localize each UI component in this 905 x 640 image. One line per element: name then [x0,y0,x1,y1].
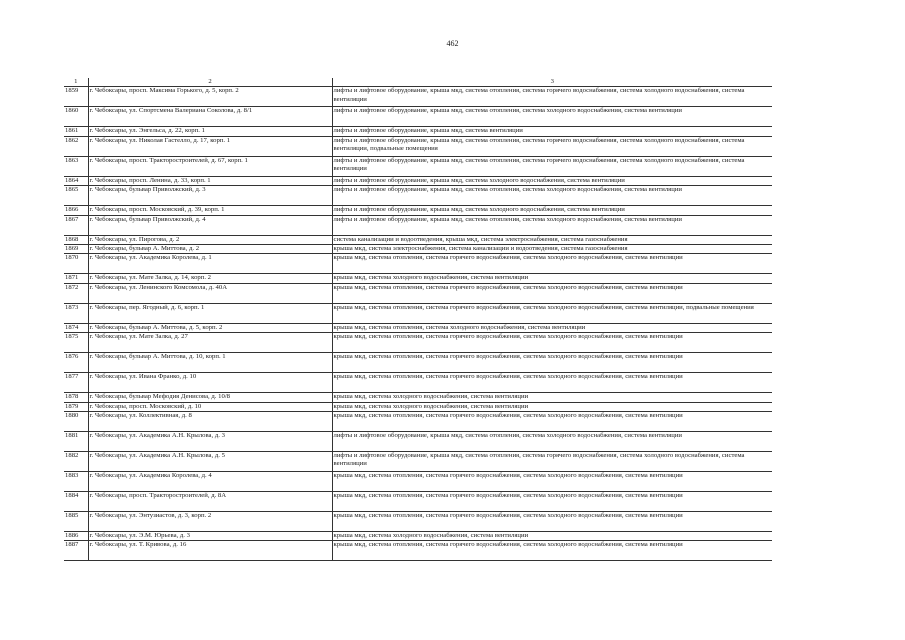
row-works: крыша мкд, система электроснабжения, система канализации и водоотведения, система газоснабжения [332,245,772,254]
row-number: 1886 [64,532,88,541]
row-address: г. Чебоксары, ул. Академика А.Н. Крылова, д. 5 [88,452,332,472]
table-header-row [64,78,772,87]
row-works: крыша мкд, система отопления, система горячего водоснабжения, система холодного водоснабжения, система вентиляции [332,353,772,373]
row-number: 1869 [64,245,88,254]
row-address: г. Чебоксары, ул. Академика А.Н. Крылова, д. 3 [88,432,332,452]
row-address: г. Чебоксары, ул. Мате Залка, д. 27 [88,333,332,353]
row-number: 1868 [64,235,88,244]
row-works: крыша мкд, система холодного водоснабжения, система вентиляции [332,532,772,541]
table-row [64,432,772,452]
row-works: лифты и лифтовое оборудование, крыша мкд, система отопления, система холодного водоснабжения, система вентиляции [332,107,772,127]
row-address: г. Чебоксары, просп. Ленина, д. 33, корп. 1 [88,176,332,185]
row-number: 1885 [64,512,88,532]
row-works: лифты и лифтовое оборудование, крыша мкд, система отопления, система холодного водоснабжения, система вентиляции [332,215,772,235]
row-address: г. Чебоксары, бульвар Мефодия Денисова, д. 10/8 [88,393,332,402]
row-works: лифты и лифтовое оборудование, крыша мкд, система отопления, система горячего водоснабжения, система холодного водоснабжения, система вентиляции [332,156,772,176]
row-number: 1873 [64,303,88,323]
table-row [64,541,772,561]
row-address: г. Чебоксары, ул. Коллективная, д. 8 [88,412,332,432]
table-row [64,532,772,541]
table-row [64,412,772,432]
table-row [64,402,772,411]
table-row [64,274,772,283]
table-row [64,87,772,107]
row-works: крыша мкд, система отопления, система холодного водоснабжения, система вентиляции [332,323,772,332]
row-address: г. Чебоксары, просп. Тракторостроителей, д. 8А [88,492,332,512]
row-works: система канализации и водоотведения, крыша мкд, система электроснабжения, система газоснабжения [332,235,772,244]
row-works: крыша мкд, система отопления, система горячего водоснабжения, система холодного водоснабжения, система вентиляции [332,512,772,532]
table-row [64,323,772,332]
row-address: г. Чебоксары, ул. Ивана Франко, д. 10 [88,373,332,393]
row-address: г. Чебоксары, ул. Э.М. Юрьева, д. 3 [88,532,332,541]
table-row [64,235,772,244]
row-address: г. Чебоксары, просп. Максима Горького, д. 5, корп. 2 [88,87,332,107]
row-number: 1867 [64,215,88,235]
row-address: г. Чебоксары, ул. Николая Гастелло, д. 17, корп. 1 [88,136,332,156]
row-number: 1884 [64,492,88,512]
row-works: крыша мкд, система холодного водоснабжения, система вентиляции [332,274,772,283]
row-number: 1864 [64,176,88,185]
table-row [64,156,772,176]
row-address: г. Чебоксары, бульвар Приволжский, д. 4 [88,215,332,235]
row-works: крыша мкд, система отопления, система горячего водоснабжения, система холодного водоснабжения, система вентиляции [332,283,772,303]
row-number: 1872 [64,283,88,303]
table-row [64,254,772,274]
row-works: лифты и лифтовое оборудование, крыша мкд, система отопления, система горячего водоснабжения, система холодного водоснабжения, система вентиляции [332,87,772,107]
page-number: 462 [446,39,459,48]
row-works: крыша мкд, система отопления, система горячего водоснабжения, система холодного водоснабжения, система вентиляции [332,412,772,432]
row-works: крыша мкд, система отопления, система горячего водоснабжения, система холодного водоснабжения, система вентиляции [332,472,772,492]
row-works: крыша мкд, система отопления, система горячего водоснабжения, система холодного водоснабжения, система вентиляции, подвальные помещения [332,303,772,323]
table-row [64,176,772,185]
table-row [64,283,772,303]
row-works: лифты и лифтовое оборудование, крыша мкд, система отопления, система горячего водоснабжения, система холодного водоснабжения, система вентиляции, подвальные помещения [332,136,772,156]
row-works: лифты и лифтовое оборудование, крыша мкд, система отопления, система холодного водоснабжения, система вентиляции [332,432,772,452]
row-address: г. Чебоксары, пер. Ягодный, д. 6, корп. 1 [88,303,332,323]
row-works: крыша мкд, система холодного водоснабжения, система вентиляции [332,402,772,411]
row-number: 1871 [64,274,88,283]
table-row [64,333,772,353]
table-row [64,452,772,472]
row-address: г. Чебоксары, просп. Московский, д. 39, корп. 1 [88,206,332,215]
table-row [64,107,772,127]
row-number: 1865 [64,186,88,206]
register-table-body [64,78,772,561]
table-row [64,127,772,136]
row-works: лифты и лифтовое оборудование, крыша мкд, система отопления, система холодного водоснабжения, система вентиляции [332,186,772,206]
table-row [64,245,772,254]
table-row [64,136,772,156]
row-number: 1881 [64,432,88,452]
row-number: 1859 [64,87,88,107]
row-number: 1875 [64,333,88,353]
row-address: г. Чебоксары, ул. Энгельса, д. 22, корп. 1 [88,127,332,136]
row-works: крыша мкд, система холодного водоснабжения, система вентиляции [332,393,772,402]
row-number: 1870 [64,254,88,274]
row-works: лифты и лифтовое оборудование, крыша мкд, система холодного водоснабжения, система вентиляции [332,176,772,185]
row-number: 1861 [64,127,88,136]
row-number: 1877 [64,373,88,393]
row-works: крыша мкд, система отопления, система горячего водоснабжения, система холодного водоснабжения, система вентиляции [332,492,772,512]
row-address: г. Чебоксары, ул. Мате Залка, д. 14, корп. 2 [88,274,332,283]
register-table [64,78,772,561]
table-row [64,303,772,323]
row-number: 1882 [64,452,88,472]
column-header-works: 3 [332,78,772,87]
table-row [64,206,772,215]
row-number: 1866 [64,206,88,215]
table-row [64,512,772,532]
row-address: г. Чебоксары, ул. Ленинского Комсомола, д. 40А [88,283,332,303]
row-address: г. Чебоксары, бульвар Приволжский, д. 3 [88,186,332,206]
row-number: 1887 [64,541,88,561]
table-row [64,215,772,235]
row-address: г. Чебоксары, бульвар А. Миттова, д. 5, корп. 2 [88,323,332,332]
column-header-number: 1 [64,78,88,87]
row-address: г. Чебоксары, ул. Спортсмена Валериана Соколова, д. 8/1 [88,107,332,127]
row-works: крыша мкд, система отопления, система горячего водоснабжения, система холодного водоснабжения, система вентиляции [332,541,772,561]
row-number: 1878 [64,393,88,402]
row-address: г. Чебоксары, просп. Тракторостроителей, д. 67, корп. 1 [88,156,332,176]
table-row [64,186,772,206]
row-address: г. Чебоксары, просп. Московский, д. 10 [88,402,332,411]
row-number: 1880 [64,412,88,432]
row-number: 1862 [64,136,88,156]
row-number: 1883 [64,472,88,492]
row-address: г. Чебоксары, ул. Т. Кривова, д. 16 [88,541,332,561]
row-number: 1879 [64,402,88,411]
row-address: г. Чебоксары, ул. Энтузиастов, д. 3, корп. 2 [88,512,332,532]
row-works: лифты и лифтовое оборудование, крыша мкд, система холодного водоснабжения, система вентиляции [332,206,772,215]
row-address: г. Чебоксары, бульвар А. Миттова, д. 10, корп. 1 [88,353,332,373]
row-works: крыша мкд, система отопления, система горячего водоснабжения, система холодного водоснабжения, система вентиляции [332,373,772,393]
row-number: 1863 [64,156,88,176]
row-works: крыша мкд, система отопления, система горячего водоснабжения, система холодного водоснабжения, система вентиляции [332,254,772,274]
row-address: г. Чебоксары, ул. Академика Королева, д. 4 [88,472,332,492]
row-number: 1874 [64,323,88,332]
row-works: лифты и лифтовое оборудование, крыша мкд, система вентиляции [332,127,772,136]
row-number: 1860 [64,107,88,127]
row-address: г. Чебоксары, бульвар А. Миттова, д. 2 [88,245,332,254]
row-address: г. Чебоксары, ул. Академика Королева, д. 1 [88,254,332,274]
table-row [64,492,772,512]
table-row [64,393,772,402]
row-number: 1876 [64,353,88,373]
table-row [64,353,772,373]
row-works: крыша мкд, система отопления, система горячего водоснабжения, система холодного водоснабжения, система вентиляции [332,333,772,353]
column-header-address: 2 [88,78,332,87]
row-works: лифты и лифтовое оборудование, крыша мкд, система отопления, система горячего водоснабжения, система холодного водоснабжения, система вентиляции [332,452,772,472]
row-address: г. Чебоксары, ул. Пирогова, д. 2 [88,235,332,244]
table-row [64,373,772,393]
table-row [64,472,772,492]
